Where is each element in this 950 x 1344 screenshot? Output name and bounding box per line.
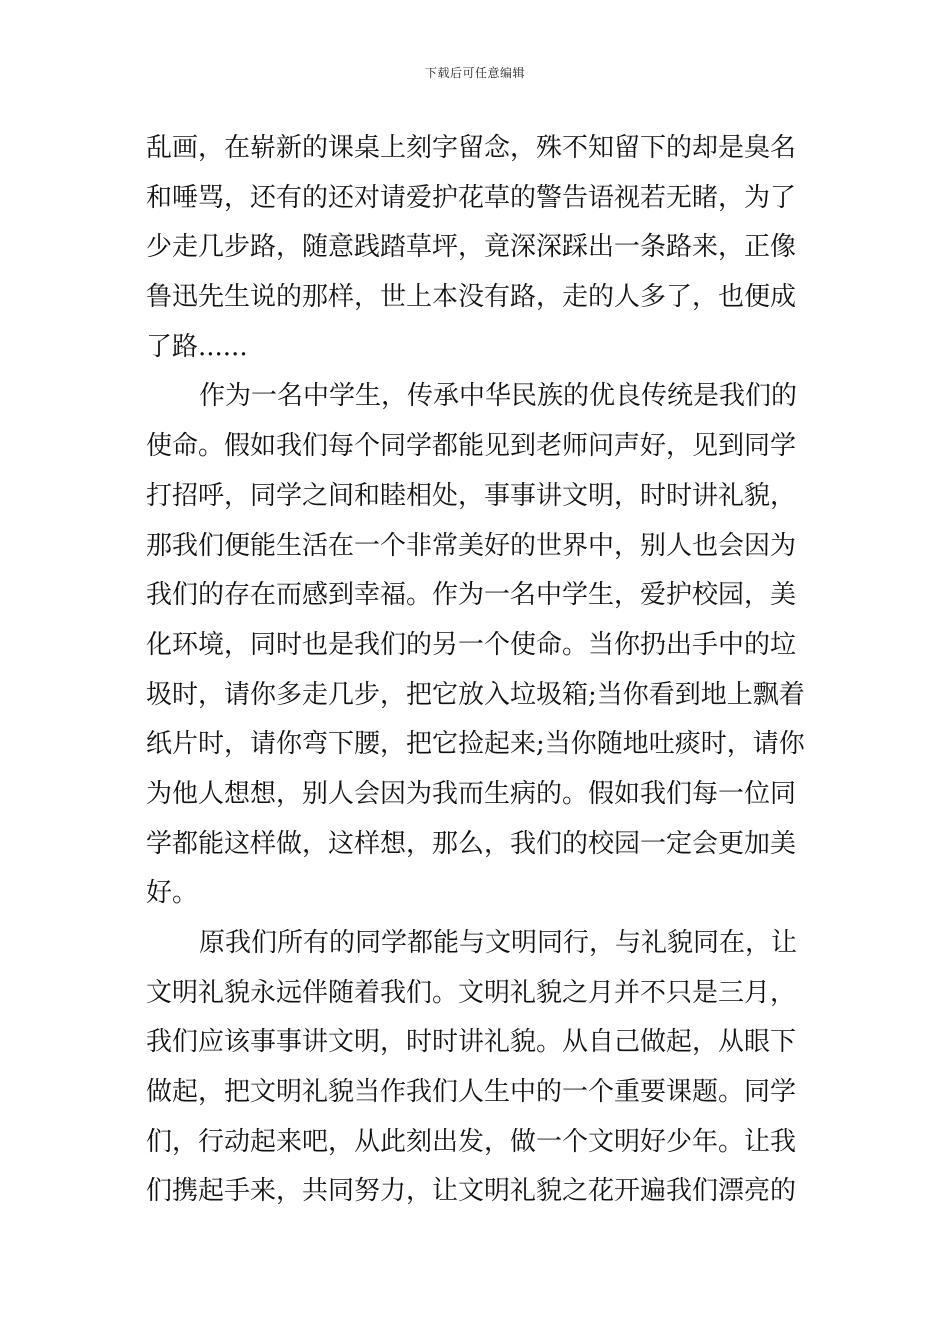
text-line: 打招呼，同学之间和睦相处，事事讲文明，时时讲礼貌， xyxy=(146,480,797,511)
text-line: 和唾骂，还有的还对请爱护花草的警告语视若无睹，为了 xyxy=(146,182,797,213)
text-line: 做起，把文明礼貌当作我们人生中的一个重要课题。同学 xyxy=(146,1077,797,1108)
text-line: 纸片时，请你弯下腰，把它捡起来;当你随地吐痰时，请你 xyxy=(146,729,805,760)
text-line: 使命。假如我们每个同学都能见到老师问声好，见到同学 xyxy=(146,431,797,462)
text-line: 们，行动起来吧，从此刻出发，做一个文明好少年。让我 xyxy=(146,1126,797,1157)
text-line: 我们应该事事讲文明，时时讲礼貌。从自己做起，从眼下 xyxy=(146,1027,797,1058)
text-line: 我们的存在而感到幸福。作为一名中学生，爱护校园，美 xyxy=(146,580,797,611)
text-line: 学都能这样做，这样想，那么，我们的校园一定会更加美 xyxy=(146,828,797,859)
text-line: 少走几步路，随意践踏草坪，竟深深踩出一条路来，正像 xyxy=(146,232,797,263)
document-body xyxy=(146,124,810,1217)
text-line: 那我们便能生活在一个非常美好的世界中，别人也会因为 xyxy=(146,530,797,561)
text-line: 乱画，在崭新的课桌上刻字留念，殊不知留下的却是臭名 xyxy=(146,133,797,163)
text-line: 们携起手来，共同努力，让文明礼貌之花开遍我们漂亮的 xyxy=(146,1176,797,1207)
text-line: 为他人想想，别人会因为我而生病的。假如我们每一位同 xyxy=(146,778,797,809)
text-line: 了路...... xyxy=(146,331,248,362)
text-line: 鲁迅先生说的那样，世上本没有路，走的人多了，也便成 xyxy=(146,282,797,313)
text-line: 圾时，请你多走几步，把它放入垃圾箱;当你看到地上飘着 xyxy=(146,679,805,710)
text-line: 好。 xyxy=(146,878,199,909)
text-line: 文明礼貌永远伴随着我们。文明礼貌之月并不只是三月， xyxy=(146,977,797,1008)
text-line: 原我们所有的同学都能与文明同行，与礼貌同在，让 xyxy=(199,928,798,958)
text-line: 化环境，同时也是我们的另一个使命。当你扔出手中的垃 xyxy=(146,629,797,660)
text-line: 作为一名中学生，传承中华民族的优良传统是我们的 xyxy=(199,381,798,412)
page-header: 下载后可任意编辑 xyxy=(424,66,525,80)
